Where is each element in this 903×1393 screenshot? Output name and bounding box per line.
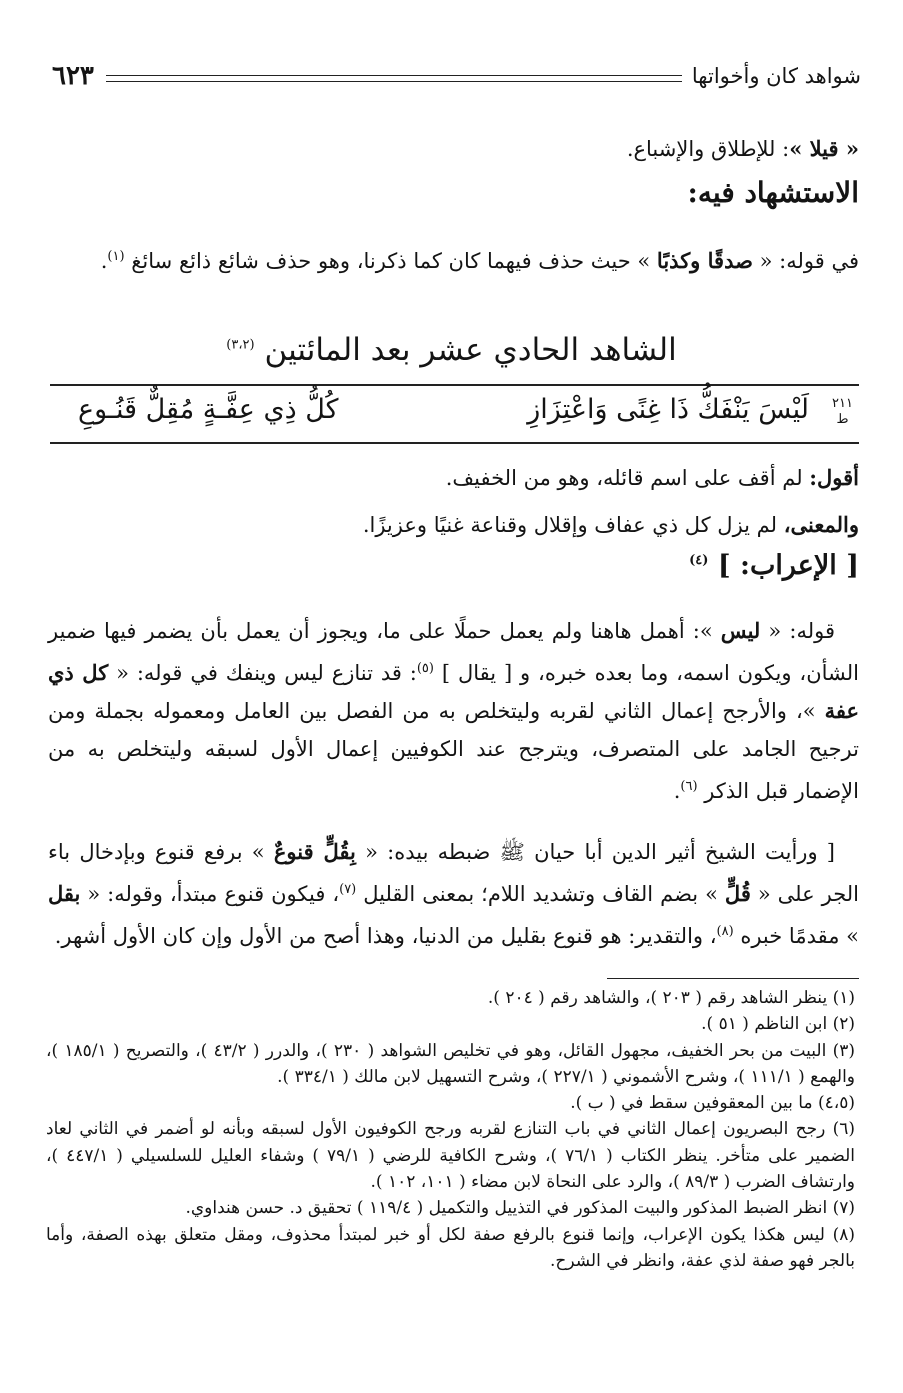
footnote-ref-6[interactable]: (٦): [680, 779, 698, 794]
istishhad-text-a: في قوله: «: [759, 249, 859, 273]
qila-term: « قيلا »: [789, 136, 859, 161]
footnote-ref-4[interactable]: (٤): [689, 553, 709, 568]
footnote-2: (٢) ابن الناظم ( ٥١ ).: [701, 1014, 855, 1035]
irab-p2-term-biqull-2: بقل: [48, 881, 81, 906]
irab-p1-text-d: : قد تنازع ليس وينفك في قوله: «: [116, 661, 417, 685]
irab-p2-text-f: » مقدمًا خبره: [740, 924, 859, 948]
irab-heading: [689, 550, 859, 581]
irab-heading-text: [ الإعراب: ]: [717, 550, 859, 581]
footnote-3: (٣) البيت من بحر الخفيف، مجهول القائل، وهو في تخليص الشواهد ( ٢٣٠ )، والدرر ( ٤٣/٢ )، والتصريح ( ١٨٥/١ )، والهمع ( ١١١/١ )، وشرح الأشموني ( ٢٢٧/١ )، وشرح التسهيل لابن مالك ( ٣٣٤/١ ).: [46, 1040, 855, 1087]
irab-p1-term-kull: كل ذي عفة: [48, 660, 859, 723]
irab-p2-text-e: ، فيكون قنوع مبتدأ، وقوله: «: [87, 882, 340, 906]
footnote-4-5: (٤،٥) ما بين المعقوفين سقط في ( ب ).: [570, 1093, 855, 1114]
istishhad-quoted-words: صدقًا وكذبًا: [656, 248, 753, 273]
footnote-1: (١) ينظر الشاهد رقم ( ٢٠٣ )، والشاهد رقم ( ٢٠٤ ).: [487, 988, 855, 1008]
maana-label: والمعنى،: [783, 512, 859, 537]
irab-p2-text-c: » برفع قنوع وبإدخال باء الجر على «: [48, 840, 859, 906]
shahid-title: [0, 332, 903, 368]
footnotes: [46, 985, 855, 1274]
verse-second-hemistich: كُلُّ ذِي عِفَّـةٍ مُقِلٌّ قَنُـوعِ: [78, 394, 339, 425]
maana-line: [48, 506, 859, 544]
header-double-rule: [106, 75, 682, 82]
footnote-8: (٨) ليس هكذا يكون الإعراب، وإنما قنوع بالرفع صفة لكل أو خبر لمبتدأ محذوف، ومقل متعلق بهذه الصفة، وأما بالجر فهو صفة لذي عفة، وانظر في الشرح.: [46, 1224, 855, 1271]
footnote-7: (٧) انظر الضبط المذكور والبيت المذكور في التذييل والتكميل ( ١١٩/٤ ) تحقيق د. حسن هنداوي.: [185, 1198, 855, 1219]
footnote-separator: [607, 978, 859, 979]
irab-p2-term-biqull: بِقُلٍّ قنوعٌ: [273, 839, 356, 864]
aqulu-label: أقول:: [809, 465, 859, 490]
intro-line: [48, 130, 859, 168]
shahid-title-text: الشاهد الحادي عشر بعد المائتين: [264, 332, 677, 368]
aqulu-line: [48, 459, 859, 497]
footnote-ref-5[interactable]: (٥): [416, 661, 434, 676]
irab-paragraph-2: [48, 833, 859, 955]
irab-p1-text-a: قوله: «: [768, 619, 835, 643]
istishhad-text-end: .: [100, 249, 108, 273]
verse-meter-mark: ط: [836, 412, 849, 427]
footnote-ref-2-3[interactable]: (٣،٢): [226, 337, 255, 353]
irab-p1-text-e: »، والأرجح إعمال الثاني لقربه وليتخلص به من الفصل بين العامل ومعموله بجملة ومن ترجيح الجامد على المتصرف، ويترجح عند الكوفيين إعمال الأول لسبقه وليتخلص به من الإضمار قبل الذكر: [48, 699, 859, 803]
verse-box: [50, 384, 859, 444]
verse-number: ٢١١: [832, 396, 853, 411]
page-number: ٦٢٣: [52, 61, 94, 91]
maana-text: لم يزل كل ذي عفاف وإقلال وقناعة غنيًا وعزيزًا.: [362, 513, 784, 537]
irab-p2-text-a: [ ورأيت الشيخ أثير الدين أبا حيان ﷺ ضبطه بيده: «: [365, 840, 835, 864]
irab-p2-text-d: » بضم القاف وتشديد اللام؛ بمعنى القليل: [363, 882, 718, 906]
istishhad-text-b: » حيث حذف فيهما كان كما ذكرنا، وهو حذف شائع ذائع سائغ: [131, 249, 651, 273]
irab-p1-text-end: .: [673, 779, 681, 803]
footnote-6: (٦) رجح البصريون إعمال الثاني في باب التنازع لقربه ورجح الكوفيون الأول لسبقه وبأنه لو أضمر في الثاني لعاد الضمير على متأخر. ينظر الكتاب ( ٧٦/١ )، وشرح الكافية للرضي ( ٧٩/١ ) وشفاء العليل للسلسيلي ( ٤٤٧/١ )، وارتشاف الضرب ( ٨٩/٣ )، والرد على النحاة لابن مضاء ( ١٠١، ١٠٢ ).: [46, 1119, 855, 1193]
irab-p1-text-c: »: أهمل هاهنا ولم يعمل حملًا على ما، ويجوز أن يعمل بأن يضمر فيها ضمير الشأن، ويكون اسمه، وما بعده خبره، و [ يقال ]: [48, 619, 859, 685]
running-header-title: شواهد كان وأخواتها: [691, 64, 861, 88]
istishhad-heading: الاستشهاد فيه:: [687, 176, 859, 209]
running-header: [52, 56, 861, 96]
verse-number-block: [832, 396, 853, 428]
irab-p1-term-laysa: ليس: [720, 618, 761, 643]
irab-p2-text-g: ، والتقدير: هو قنوع بقليل من الدنيا، وهذا أصح من الأول وإن كان الأول أشهر.: [54, 924, 717, 948]
irab-paragraph-1: [48, 612, 859, 810]
qila-explanation: : للإطلاق والإشباع.: [626, 137, 790, 161]
footnote-ref-7[interactable]: (٧): [339, 882, 357, 897]
aqulu-text: لم أقف على اسم قائله، وهو من الخفيف.: [445, 466, 810, 490]
irab-p2-term-qull: قُلٍّ: [724, 881, 751, 906]
footnote-ref-8[interactable]: (٨): [716, 924, 734, 939]
verse-first-hemistich: لَيْسَ يَنْفَكُّ ذَا غِنًى وَاعْتِزَازِ: [527, 394, 809, 425]
footnote-ref-1[interactable]: (١): [107, 249, 125, 264]
istishhad-paragraph: [48, 238, 859, 280]
